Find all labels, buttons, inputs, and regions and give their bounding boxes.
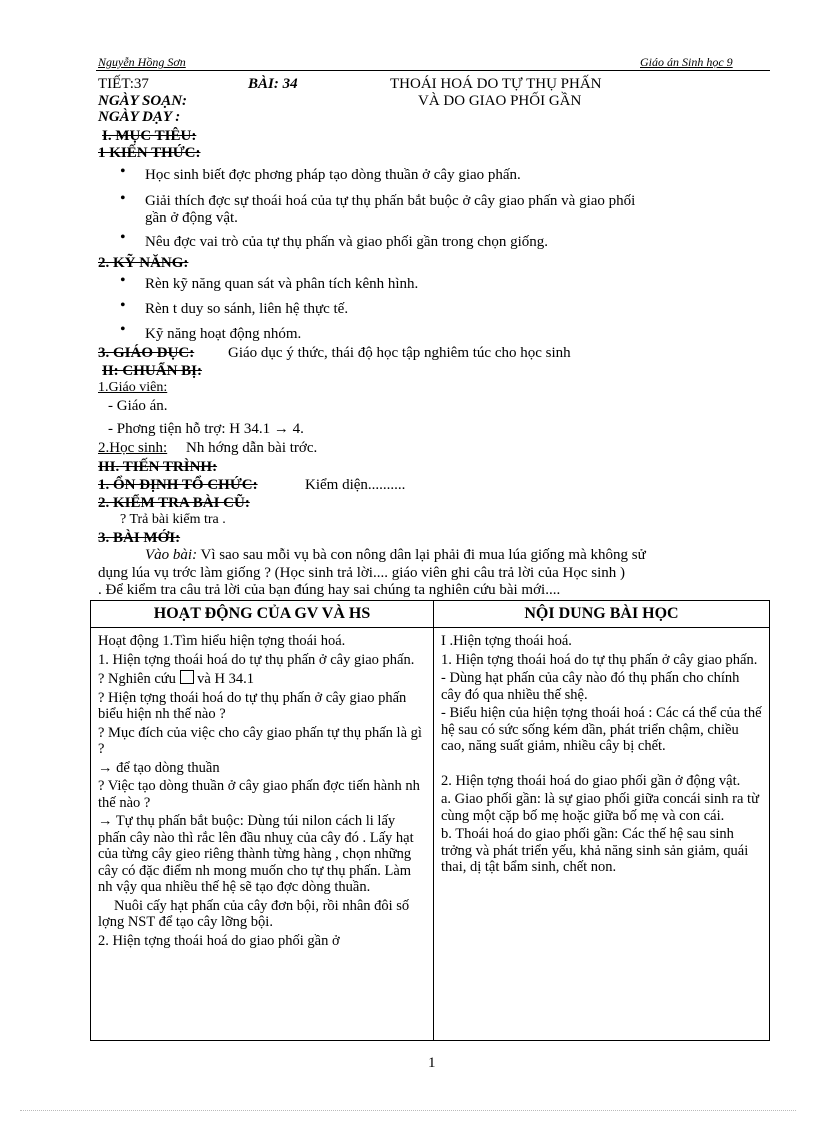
kn-item-3: Kỹ năng hoạt động nhóm. [145,326,302,342]
vao-bai-line-1 [145,547,646,564]
bullet-icon: • [120,190,126,207]
page-edge-divider [20,1110,796,1111]
vao-bai-line-3: . Để kiểm tra câu trả lời của bạn đúng hay sai chúng ta nghiên cứu bài mới.... [98,582,561,598]
giao-vien-label: 1.Giáo viên: [98,380,168,395]
on-dinh-text: Kiểm diện.......... [305,477,406,493]
right-para: - Dùng hạt phấn của cây nào đó thụ phấn cho chính cây đó qua nhiều thế shệ. [441,670,740,703]
table-header-content: NỘI DUNG BÀI HỌC [434,601,770,628]
right-para: 2. Hiện tợng thoái hoá do giao phối gần ở động vật. [441,772,741,789]
right-para: a. Giao phối gần: là sự giao phối giữa concái sinh ra từ cùng một cặp bố mẹ hoặc giữa bố mẹ và con cái. [441,791,759,824]
hoc-sinh-text: Nh hớng dẫn bài trớc. [186,440,318,456]
header-author: Nguyễn Hồng Sơn [98,55,186,69]
kt-item-2: Giải thích đợc sự thoái hoá của tự thụ phấn bắt buộc ở cây giao phấn và giao phối [145,193,636,209]
section-kien-thuc: 1 KIẾN THỨC: [98,145,201,161]
bullet-icon: • [120,321,126,338]
kn-item-2: Rèn t duy so sánh, liên hệ thực tế. [145,301,349,317]
section-on-dinh: 1. ỔN ĐỊNH TỔ CHỨC: [98,477,258,493]
bai-label: BÀI: 34 [248,76,298,92]
table-header-activities: HOẠT ĐỘNG CỦA GV VÀ HS [91,601,434,628]
section-kiem-tra: 2. KIỂM TRA BÀI CŨ: [98,495,250,511]
giao-duc-text: Giáo dục ý thức, thái độ học tập nghiêm túc cho học sinh [228,345,571,361]
kt-item-3: Nêu đợc vai trò của tự thụ phấn và giao phối gần trong chọn giống. [145,234,549,250]
bullet-icon: • [120,229,126,246]
left-para: 1. Hiện tợng thoái hoá do tự thụ phấn ở cây giao phấn. [98,651,415,668]
right-para: 1. Hiện tợng thoái hoá do tự thụ phấn ở cây giao phấn. [441,651,758,668]
right-para: I .Hiện tợng thoái hoá. [441,633,572,649]
ngay-soan: NGÀY SOẠN: [98,93,188,109]
bullet-icon: • [120,272,126,289]
section-ky-nang: 2. KỸ NĂNG: [98,255,189,271]
section-tien-trinh: III. TIẾN TRÌNH: [98,459,218,475]
left-para: ? Nghiên cứu và H 34.1 [98,671,254,687]
section-giao-duc: 3. GIÁO DỤC: [98,345,195,361]
left-para: Nuôi cấy hạt phấn của cây đơn bội, rồi nhân đôi số lợng NST để tạo cây lỡng bội. [98,897,410,930]
gv-item-1: - Giáo án. [108,398,168,414]
ngay-day: NGÀY DẠY : [98,109,181,125]
left-para: → để tạo dòng thuần [98,759,220,776]
bullet-icon: • [120,163,126,180]
section-chuan-bi: II: CHUẨN BỊ: [102,363,203,379]
activities-column [91,628,434,1041]
kn-item-1: Rèn kỹ năng quan sát và phân tích kênh hình. [145,276,419,292]
left-para: → Tự thụ phấn bắt buộc: Dùng túi nilon cách li lấy phấn cây nào thì rắc lên đầu nhuỵ của cây đó . Lấy hạt của từng cây gieo riêng thành từng hàng , chọn những cây có đặc điểm nh mong muốn cho tự thụ phấn. Làm nh vậy qua nhiều thế hệ sẽ tạo đợc dòng thuần. [98,813,414,895]
tiet-label: TIẾT:37 [98,76,149,92]
kiem-tra-text: ? Trả bài kiểm tra . [120,512,226,527]
right-para: b. Thoái hoá do giao phối gần: Các thế hệ sau sinh trởng và phát triển yếu, khả năng sinh sản giảm, quái thai, dị tật bẩm sinh, chết non. [441,826,749,875]
vao-bai-line-2: dụng lúa vụ trớc làm giống ? (Học sinh trả lời.... giáo viên ghi câu trả lời của Học sinh ) [98,565,625,581]
gv-item-2: - Phơng tiện hỗ trợ: H 34.1 → 4. [108,421,304,437]
vao-bai-text: Vì sao sau mỗi vụ bà con nông dân lại phải đi mua lúa giống mà không sử [197,547,646,563]
header-subject: Giáo án Sinh học 9 [640,55,733,69]
kt-item-2-cont: gần ở động vật. [145,210,238,226]
lesson-table [90,600,770,1041]
page-number: 1 [428,1055,436,1071]
content-column [434,628,770,1041]
left-para: ? Việc tạo dòng thuần ở cây giao phấn đợc tiến hành nh thế nào ? [98,778,420,811]
left-para: 2. Hiện tợng thoái hoá do giao phối gần ở [98,932,340,949]
left-para: ? Hiện tợng thoái hoá do tự thụ phấn ở cây giao phấn biểu hiện nh thế nào ? [98,689,407,722]
bullet-icon: • [120,297,126,314]
left-para: Hoạt động 1.Tìm hiểu hiện tợng thoái hoá. [98,633,346,649]
hoc-sinh-label: 2.Học sinh: [98,440,168,456]
textbook-info-icon [180,670,194,684]
vao-bai-label: Vào bài: [145,547,198,563]
lesson-title-1: THOÁI HOÁ DO TỰ THỤ PHẤN [390,76,602,92]
right-para: - Biểu hiện của hiện tợng thoái hoá : Các cá thể của thế hệ sau có sức sống kém dần, phát triển chậm, chiều cao, năng suất giảm, nhiều cây bị chết. [441,705,762,754]
section-bai-moi: 3. BÀI MỚI: [98,530,181,546]
left-para: ? Mục đích của việc cho cây giao phấn tự thụ phấn là gì ? [98,724,422,757]
kt-item-1: Học sinh biết đợc phơng pháp tạo dòng thuần ở cây giao phấn. [145,167,521,183]
section-muc-tieu: I. MỤC TIÊU: [102,128,197,144]
header-rule [96,70,770,71]
lesson-title-2: VÀ DO GIAO PHỐI GẦN [418,93,582,109]
